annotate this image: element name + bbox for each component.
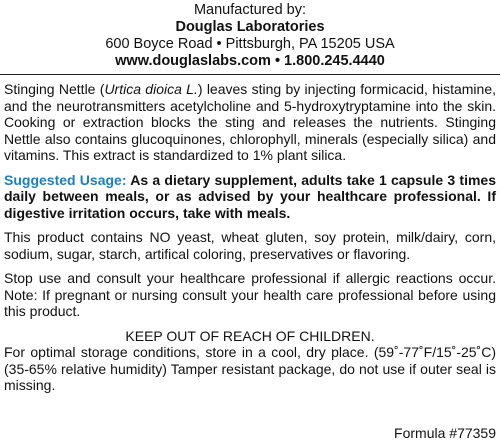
- warning-paragraph: Stop use and consult your healthcare professional if allergic reactions occur. Note: If pregnant or nursing consult your health care professional before using this product.: [4, 270, 496, 319]
- manufacturer-address: 600 Boyce Road • Pittsburgh, PA 15205 USA: [105, 36, 395, 52]
- manufacturer-block: [0, 0, 500, 70]
- suggested-usage-text: As a dietary supplement, adults take 1 capsule 3 times daily between meals, or as advised by your healthcare professional. If digestive irritation occurs, take with meals.: [4, 171, 496, 221]
- description-text-end: ) leaves sting by injecting formicacid, histamine, and the neurotransmitters acetylcholine and 5-hydroxytryptamine into the skin. Cooking or extraction blocks the sting and releases the nutrients. Stinging Nettle also contains glucoquinones, chlorophyll, minerals (especially silica) and vitamins. This extract is standardized to 1% plant silica.: [4, 81, 497, 163]
- storage-paragraph: For optimal storage conditions, store in a cool, dry place. (59˚-77˚F/15˚-25˚C) (35-65% relative humidity) Tamper resistant package, do not use if outer seal is missing.: [4, 344, 496, 393]
- manufacturer-name: Douglas Laboratories: [175, 19, 325, 35]
- manufacturer-contact: www.douglaslabs.com • 1.800.245.4440: [115, 53, 385, 69]
- divider: [0, 74, 500, 75]
- formula-number: Formula #77359: [394, 424, 496, 441]
- keep-out-notice: KEEP OUT OF REACH OF CHILDREN.: [125, 327, 375, 344]
- suggested-usage-label: Suggested Usage:: [4, 171, 127, 188]
- description-paragraph: [0, 81, 500, 164]
- suggested-usage-paragraph: [0, 172, 500, 222]
- allergen-paragraph: This product contains NO yeast, wheat gluten, soy protein, milk/dairy, corn, sodium, sugar, starch, artifical coloring, preservatives or flavoring.: [4, 229, 496, 262]
- manufacturer-heading: Manufactured by:: [193, 2, 307, 18]
- latin-name: Urtica dioica L.: [104, 81, 198, 97]
- description-text-start: Stinging Nettle (: [4, 81, 105, 97]
